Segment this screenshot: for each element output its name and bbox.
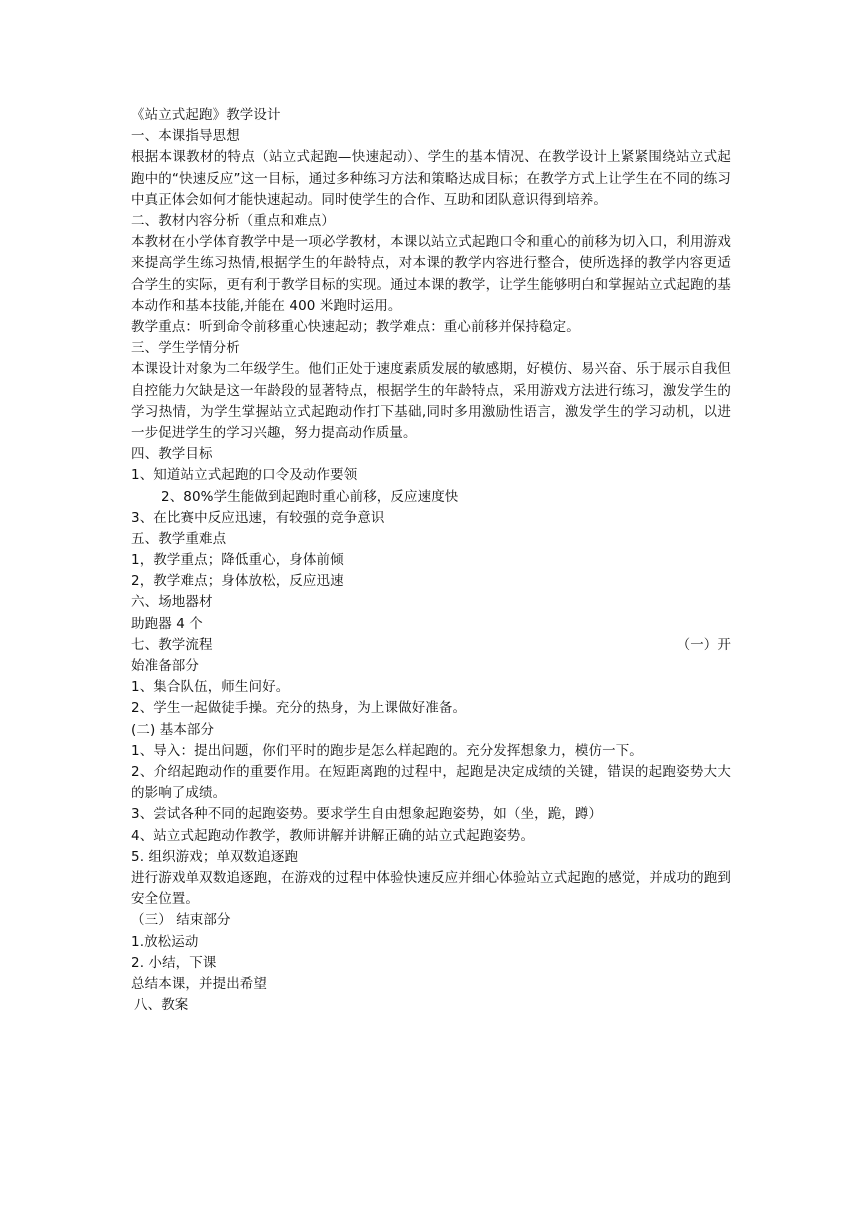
basic-item: 5. 组织游戏；单双数追逐跑 <box>131 848 299 865</box>
section-1-heading: 一、本课指导思想 <box>131 128 240 145</box>
section-1-paragraph: 根据本课教材的特点（站立式起跑—快速起动）、学生的基本情况、在教学设计上紧紧围绕站立式起跑中的“快速反应”这一目标，通过多种练习方法和策略达成目标；在教学方式上让学生在不同的练习中真正体会如何才能快速起动。同时使学生的合作、互助和团队意识得到培养。 <box>131 149 731 208</box>
objective-item: 1、知道站立式起跑的口令及动作要领 <box>131 467 358 484</box>
section-7-heading-row <box>131 635 731 656</box>
prep-item: 2、学生一起做徒手操。充分的热身，为上课做好准备。 <box>131 700 467 717</box>
section-7-heading: 七、教学流程 <box>131 636 213 653</box>
section-5-heading: 五、教学重难点 <box>131 530 227 547</box>
keypoint-item: 2，教学难点；身体放松，反应迅速 <box>131 573 344 590</box>
section-6-heading: 六、场地器材 <box>131 594 213 611</box>
section-3-paragraph: 本课设计对象为二年级学生。他们正处于速度素质发展的敏感期，好模仿、易兴奋、乐于展示自我但自控能力欠缺是这一年龄段的显著特点，根据学生的年龄特点，采用游戏方法进行练习，激发学生的学习热情，为学生掌握站立式起跑动作打下基础,同时多用激励性语言，激发学生的学习动机，以进一步促进学生的学习兴趣，努力提高动作质量。 <box>131 361 731 441</box>
section-4-heading: 四、教学目标 <box>131 446 213 463</box>
equipment-content: 助跑器 4 个 <box>131 615 203 632</box>
subsection-1-heading-start: （一）开 <box>676 636 731 653</box>
ending-item: 2. 小结，下课 <box>131 954 217 971</box>
basic-item: 2、介绍起跑动作的重要作用。在短距离跑的过程中，起跑是决定成绩的关键，错误的起跑姿势大大的影响了成绩。 <box>131 763 731 802</box>
document-page <box>131 105 731 1016</box>
objective-item: 3、在比赛中反应迅速，有较强的竞争意识 <box>131 509 385 526</box>
section-2-keypoints: 教学重点：听到命令前移重心快速起动；教学难点：重心前移并保持稳定。 <box>131 318 580 335</box>
section-2-paragraph: 本教材在小学体育教学中是一项必学教材，本课以站立式起跑口令和重心的前移为切入口，利用游戏来提高学生练习热情,根据学生的年龄特点，对本课的教学内容进行整合，使所选择的教学内容更适合学生的实际，更有利于教学目标的实现。通过本课的教学，让学生能够明白和掌握站立式起跑的基本动作和基本技能,并能在 400 米跑时运用。 <box>131 234 731 314</box>
ending-item: 总结本课，并提出希望 <box>131 975 267 992</box>
ending-item: 1.放松运动 <box>131 933 199 950</box>
basic-item: 1、导入：提出问题，你们平时的跑步是怎么样起跑的。充分发挥想象力，模仿一下。 <box>131 742 643 759</box>
subsection-1-heading-cont: 始准备部分 <box>131 658 199 675</box>
game-description: 进行游戏单双数追逐跑，在游戏的过程中体验快速反应并细心体验站立式起跑的感觉，并成功的跑到安全位置。 <box>131 869 731 908</box>
basic-item: 3、尝试各种不同的起跑姿势。要求学生自由想象起跑姿势，如（坐，跪，蹲） <box>131 806 603 823</box>
keypoint-item: 1，教学重点；降低重心，身体前倾 <box>131 552 344 569</box>
objective-item: 2、80%学生能做到起跑时重心前移，反应速度快 <box>161 488 459 505</box>
basic-item: 4、站立式起跑动作教学，教师讲解并讲解正确的站立式起跑姿势。 <box>131 827 535 844</box>
subsection-2-heading: (二) 基本部分 <box>131 721 215 738</box>
section-8-heading: 八、教案 <box>134 997 189 1014</box>
section-3-heading: 三、学生学情分析 <box>131 340 240 357</box>
document-title: 《站立式起跑》教学设计 <box>131 107 281 123</box>
prep-item: 1、集合队伍，师生问好。 <box>131 679 290 696</box>
section-2-heading: 二、教材内容分析（重点和难点） <box>131 212 335 229</box>
subsection-3-heading: （三） 结束部分 <box>131 912 231 929</box>
